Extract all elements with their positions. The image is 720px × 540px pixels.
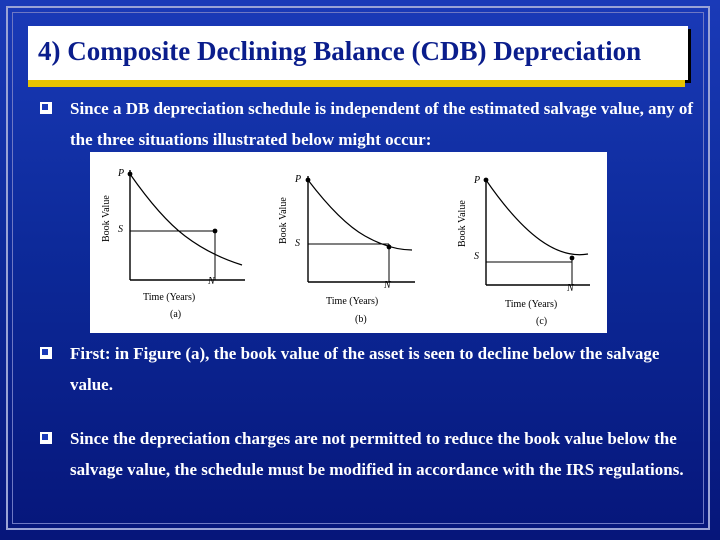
panel-c-p-label: P <box>474 175 481 186</box>
panel-c <box>457 175 590 327</box>
square-bullet-icon <box>40 432 52 444</box>
square-bullet-icon <box>40 102 52 114</box>
panel-c-caption: (c) <box>536 316 548 327</box>
bullet-item-3 <box>40 423 705 485</box>
bullet-item-2 <box>40 338 705 400</box>
panel-c-n-label: N <box>567 283 574 294</box>
panel-b-s-point <box>387 245 392 250</box>
bullet-text-2: First: in Figure (a), the book value of the asset is seen to decline below the salvage value. <box>70 344 660 394</box>
panel-c-p-point <box>484 178 489 183</box>
panel-a-p-label: P <box>118 168 125 179</box>
square-bullet-icon <box>40 347 52 359</box>
panel-b-y-label: Book Value <box>278 197 289 244</box>
title-underline-bar <box>28 80 685 87</box>
panel-b-p-point <box>306 178 311 183</box>
panel-c-y-label: Book Value <box>457 200 468 247</box>
panel-b-n-label: N <box>384 280 391 291</box>
panel-a-p-point <box>128 172 133 177</box>
panel-a <box>101 168 245 320</box>
panel-a-y-label: Book Value <box>101 195 112 242</box>
panel-a-x-label: Time (Years) <box>143 292 196 303</box>
panel-a-s-point <box>213 229 218 234</box>
panel-c-curve <box>486 180 588 255</box>
panel-a-caption: (a) <box>170 309 182 320</box>
panel-a-n-label: N <box>208 276 215 287</box>
bullet-text-3: Since the depreciation charges are not permitted to reduce the book value below the salvage value, the schedule must be modified in accordance with the IRS regulations. <box>70 429 684 479</box>
depreciation-figure <box>90 152 607 333</box>
panel-c-x-label: Time (Years) <box>505 299 558 310</box>
panel-b-curve <box>308 180 412 250</box>
panel-b-x-label: Time (Years) <box>326 296 379 307</box>
bullet-text-1: Since a DB depreciation schedule is independent of the estimated salvage value, any of the three situations illustrated below might occur: <box>70 99 694 149</box>
slide-title: 4) Composite Declining Balance (CDB) Depreciation <box>38 36 642 66</box>
bullet-item-1 <box>40 93 705 155</box>
title-box <box>28 26 688 80</box>
panel-c-s-point <box>570 256 575 261</box>
panel-a-curve <box>130 174 242 265</box>
book-value-diagrams <box>90 152 607 333</box>
panel-b-p-label: P <box>295 174 302 185</box>
panel-c-s-label: S <box>474 251 479 262</box>
panel-b <box>278 174 415 325</box>
panel-a-s-label: S <box>118 224 123 235</box>
panel-b-caption: (b) <box>355 314 367 325</box>
panel-b-s-label: S <box>295 238 300 249</box>
